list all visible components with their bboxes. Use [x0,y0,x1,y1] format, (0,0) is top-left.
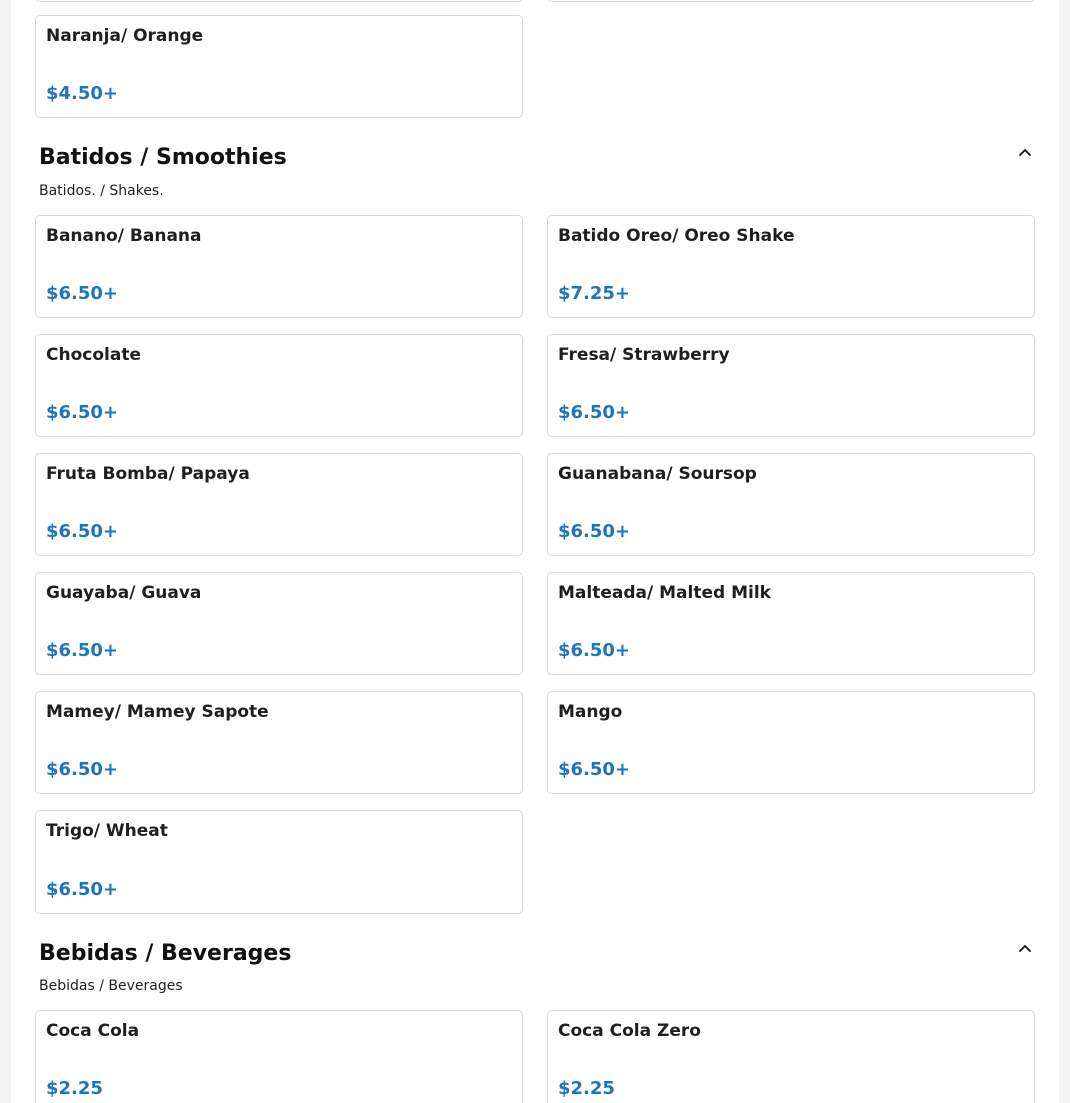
menu-item-price: $2.25 [46,1078,103,1099]
collapse-section-button[interactable] [1015,142,1035,162]
menu-item-name: Chocolate [46,345,141,365]
menu-item-card[interactable] [35,810,523,914]
menu-item-name: Guanabana/ Soursop [558,464,757,484]
menu-item-name: Malteada/ Malted Milk [558,583,771,603]
menu-item-card[interactable] [35,691,523,794]
menu-item-card[interactable] [35,453,523,556]
menu-item-name: Fresa/ Strawberry [558,345,730,365]
menu-item-price: $6.50+ [558,521,631,542]
menu-item-card[interactable] [547,334,1035,437]
menu-item-name: Mamey/ Mamey Sapote [46,702,269,722]
menu-item-card[interactable] [547,453,1035,556]
menu-item-card-partial[interactable] [547,0,1035,2]
menu-item-name: Trigo/ Wheat [46,821,168,841]
menu-item-price: $6.50+ [46,283,119,304]
menu-item-card[interactable] [547,1010,1035,1103]
menu-item-price: $6.50+ [558,759,631,780]
menu-item-name: Guayaba/ Guava [46,583,202,603]
menu-item-price: $6.50+ [46,521,119,542]
menu-item-price: $6.50+ [46,759,119,780]
menu-item-card[interactable] [547,572,1035,675]
menu-item-name: Banano/ Banana [46,226,202,246]
menu-item-card[interactable] [35,215,523,318]
menu-item-card[interactable] [35,572,523,675]
menu-item-card[interactable] [35,1010,523,1103]
menu-item-name: Naranja/ Orange [46,26,204,46]
section-description: Bebidas / Beverages [39,978,183,994]
menu-item-name: Coca Cola [46,1021,140,1041]
menu-item-name: Batido Oreo/ Oreo Shake [558,226,795,246]
menu-item-price: $6.50+ [558,640,631,661]
section-title-smoothies: Batidos / Smoothies [39,145,287,170]
menu-item-name: Fruta Bomba/ Papaya [46,464,250,484]
menu-item-price: $6.50+ [46,402,119,423]
collapse-section-button[interactable] [1015,938,1035,958]
section-title-beverages: Bebidas / Beverages [39,941,292,966]
menu-item-card[interactable] [547,215,1035,318]
menu-item-card[interactable] [35,15,523,118]
menu-page [11,0,1059,1103]
chevron-up-icon [1017,940,1033,956]
menu-item-price: $6.50+ [46,640,119,661]
chevron-up-icon [1017,144,1033,160]
menu-item-name: Coca Cola Zero [558,1021,701,1041]
menu-item-price: $6.50+ [46,879,119,900]
menu-item-price: $4.50+ [46,83,119,104]
menu-item-price: $6.50+ [558,402,631,423]
menu-item-price: $7.25+ [558,283,631,304]
menu-item-card-partial[interactable] [35,0,523,2]
menu-item-price: $2.25 [558,1078,615,1099]
section-description: Batidos. / Shakes. [39,183,164,199]
menu-item-name: Mango [558,702,623,722]
menu-item-card[interactable] [547,691,1035,794]
menu-item-card[interactable] [35,334,523,437]
